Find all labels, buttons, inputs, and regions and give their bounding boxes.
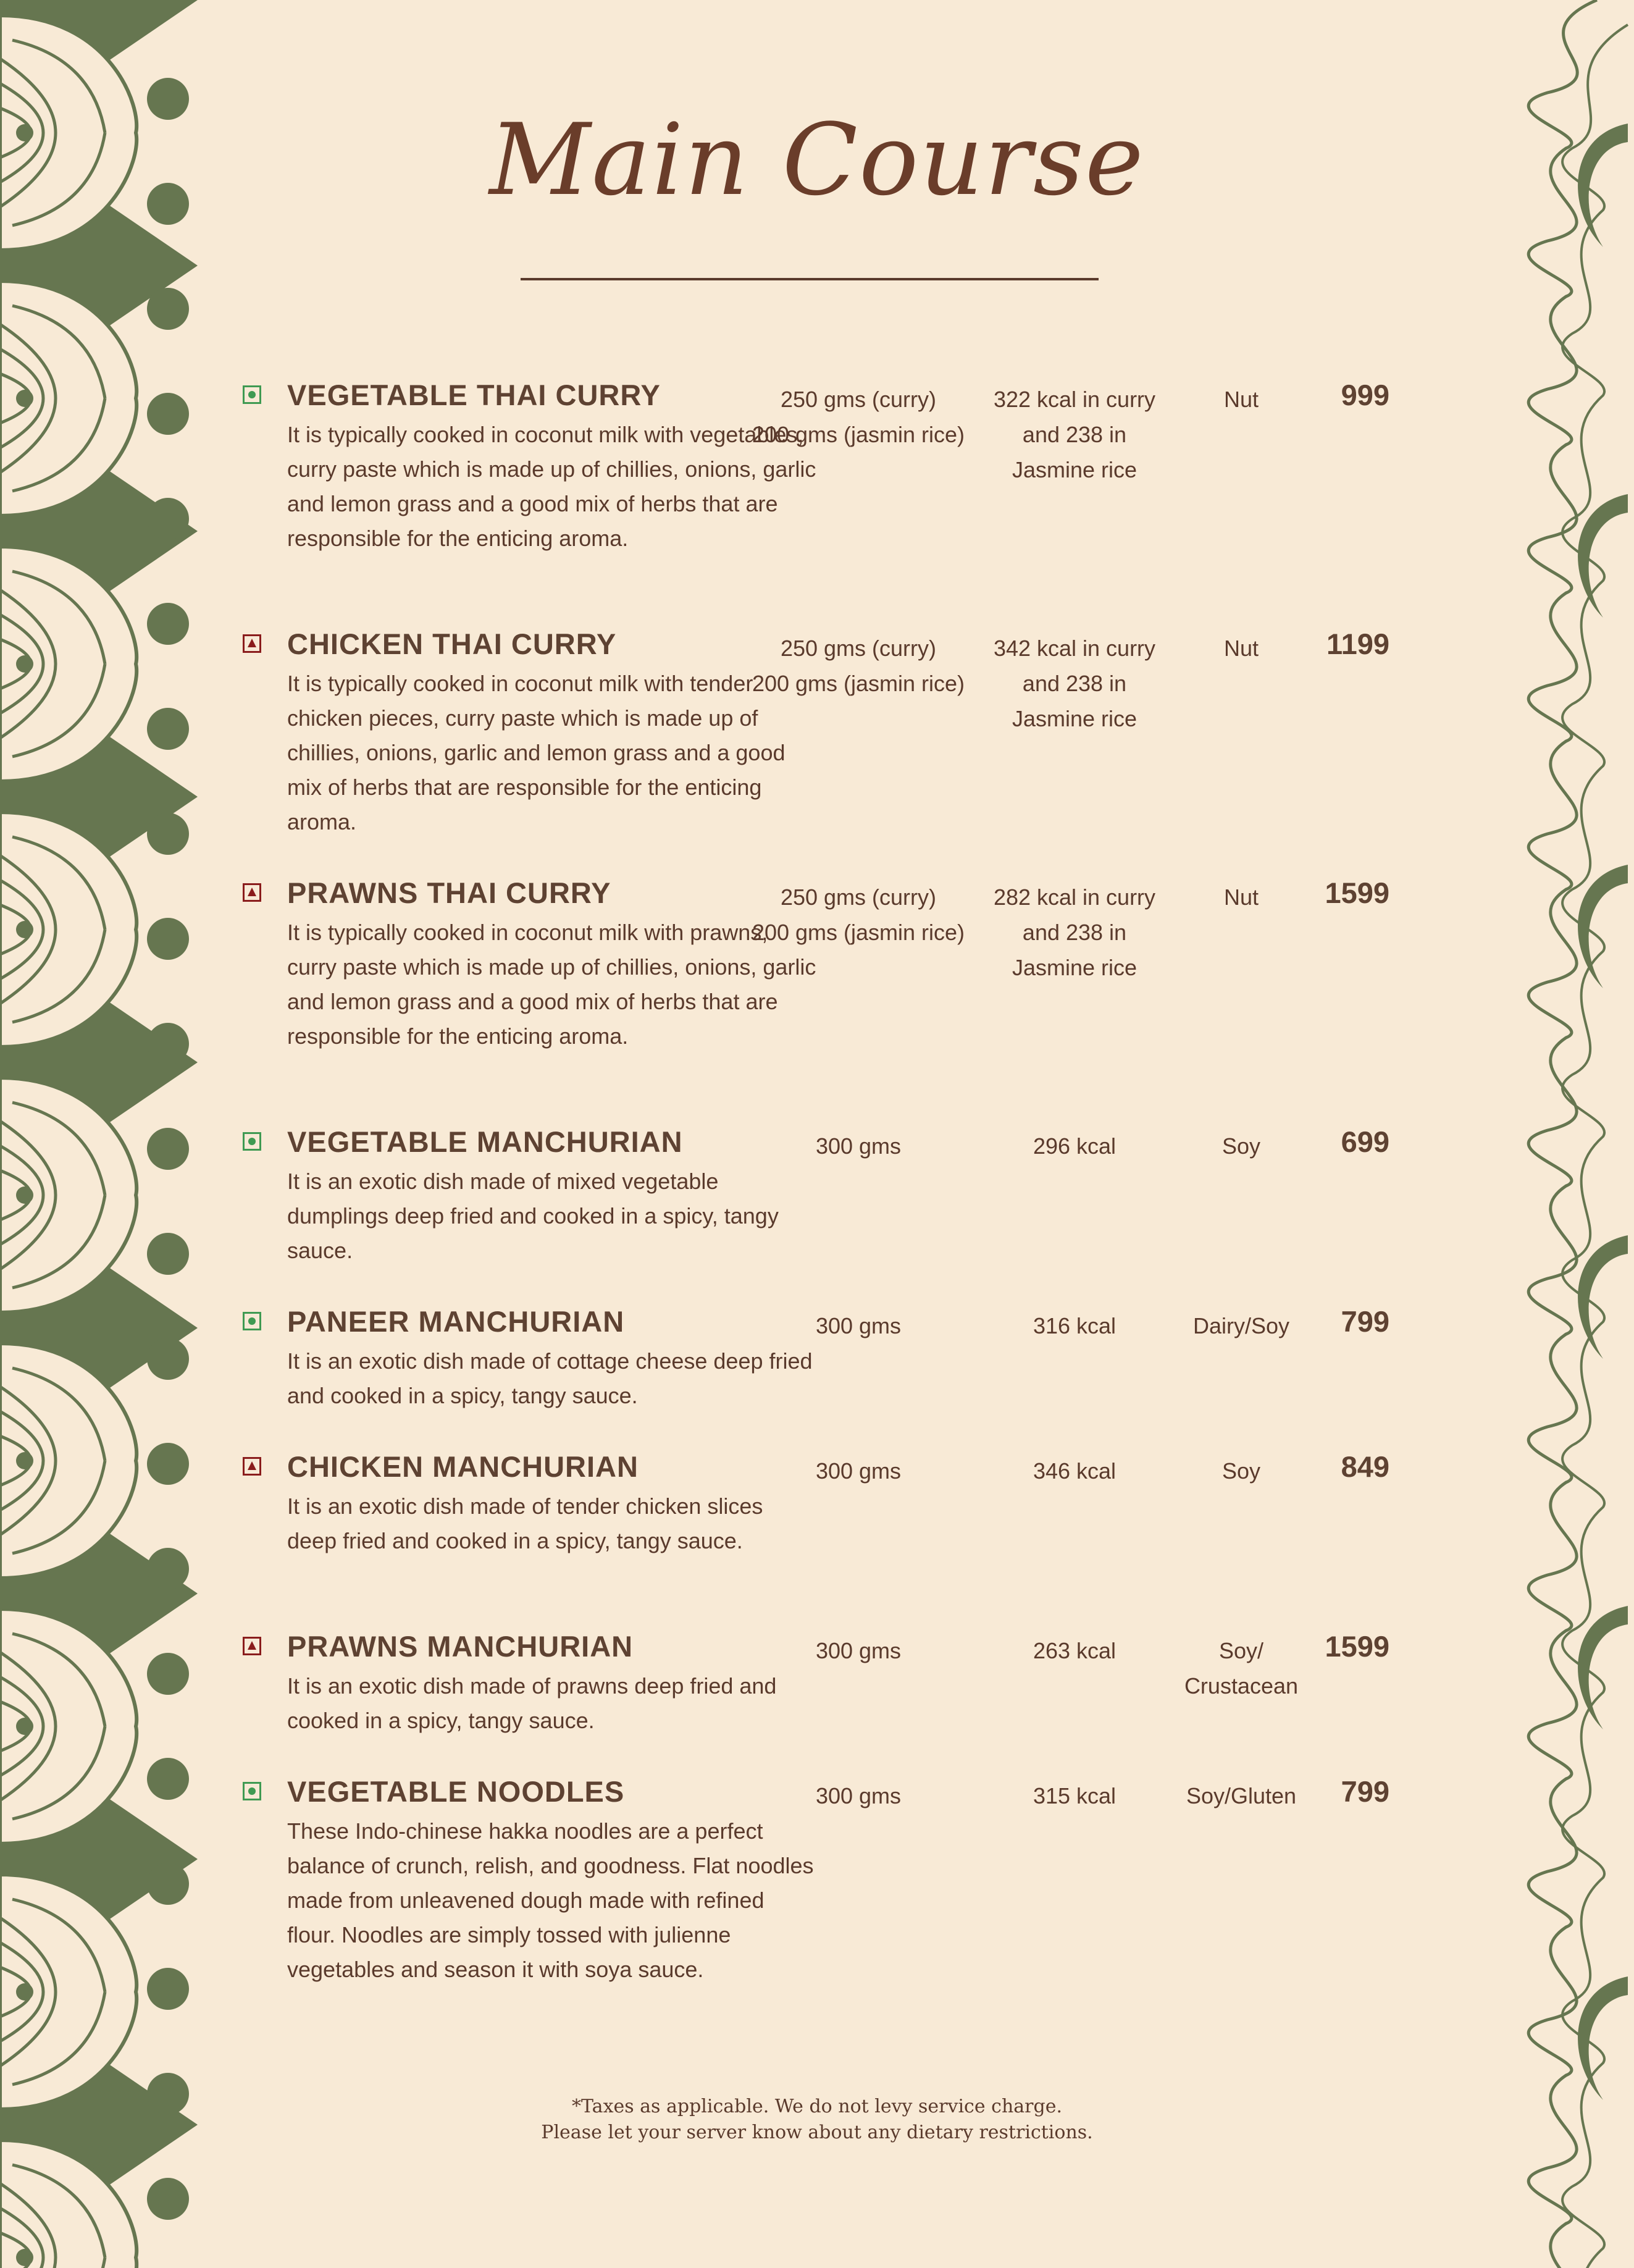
item-name: VEGETABLE THAI CURRY <box>287 379 661 411</box>
veg-icon <box>243 1132 261 1151</box>
item-name: VEGETABLE NOODLES <box>287 1775 625 1808</box>
item-allergen: Dairy/Soy <box>1192 1313 1290 1338</box>
veg-icon <box>243 1312 261 1330</box>
veg-icon <box>243 1782 261 1800</box>
item-description: It is an exotic dish made of mixed vegetable dumplings deep fried and cooked in a spicy, tangy sauce. <box>287 1169 779 1263</box>
item-price: 849 <box>1341 1450 1389 1483</box>
item-name: VEGETABLE MANCHURIAN <box>287 1125 683 1158</box>
item-calories: 316 kcal <box>1033 1313 1117 1338</box>
item-weight: 250 gms (curry) 200 gms (jasmin rice) <box>752 636 965 696</box>
item-calories: 263 kcal <box>1033 1638 1117 1663</box>
item-weight: 300 gms <box>815 1638 902 1663</box>
item-allergen: Soy <box>1221 1133 1261 1159</box>
item-weight: 300 gms <box>815 1313 902 1338</box>
item-calories: 342 kcal in curry and 238 in Jasmine rice <box>993 636 1156 731</box>
item-price: 999 <box>1341 379 1389 411</box>
footnote: *Taxes as applicable. We do not levy service charge. Please let your server know about any dietary restrictions. <box>541 2096 1093 2143</box>
item-name: PRAWNS MANCHURIAN <box>287 1630 634 1663</box>
item-description: It is typically cooked in coconut milk with tender chicken pieces, curry paste which is made up of chillies, onions, garlic and lemon grass and a good mix of herbs that are responsible for the enticing aroma. <box>287 671 786 834</box>
item-weight: 300 gms <box>815 1458 902 1484</box>
item-name: CHICKEN MANCHURIAN <box>287 1450 639 1483</box>
item-description: It is an exotic dish made of prawns deep fried and cooked in a spicy, tangy sauce. <box>287 1673 777 1733</box>
item-weight: 300 gms <box>815 1783 902 1808</box>
item-allergen: Soy/ Crustacean <box>1184 1638 1299 1699</box>
page-title: Main Course <box>489 102 1145 217</box>
item-price: 1199 <box>1326 628 1389 660</box>
item-price: 799 <box>1341 1305 1389 1338</box>
item-price: 1599 <box>1325 1630 1389 1663</box>
right-wave-border <box>1473 0 1634 2268</box>
veg-icon <box>243 385 261 404</box>
item-description: These Indo-chinese hakka noodles are a perfect balance of crunch, relish, and goodness. Flat noodles made from unleavened dough made with refined flour. Noodles are simply tossed with julienne vegetables and season it with soya sauce. <box>287 1818 814 1982</box>
title-underline <box>521 278 1099 280</box>
item-description: It is an exotic dish made of tender chicken slices deep fried and cooked in a spicy, tangy sauce. <box>287 1493 763 1553</box>
item-calories: 322 kcal in curry and 238 in Jasmine rice <box>993 387 1156 482</box>
nonveg-icon <box>243 883 261 902</box>
item-name: PANEER MANCHURIAN <box>287 1305 625 1338</box>
item-allergen: Soy <box>1221 1458 1261 1484</box>
nonveg-icon <box>243 1637 261 1655</box>
item-description: It is typically cooked in coconut milk with vegetables, curry paste which is made up of chillies, onions, garlic and lemon grass and a good mix of herbs that are responsible for the enticing aroma. <box>287 422 816 551</box>
item-allergen: Soy/Gluten <box>1186 1783 1297 1808</box>
item-weight: 300 gms <box>815 1133 902 1159</box>
item-price: 699 <box>1341 1125 1389 1158</box>
item-name: PRAWNS THAI CURRY <box>287 876 611 909</box>
item-allergen: Nut <box>1223 884 1259 910</box>
item-weight: 250 gms (curry) 200 gms (jasmin rice) <box>752 387 965 447</box>
item-calories: 315 kcal <box>1033 1783 1117 1808</box>
item-description: It is an exotic dish made of cottage cheese deep fried and cooked in a spicy, tangy sauce. <box>287 1348 813 1408</box>
item-price: 799 <box>1341 1775 1389 1808</box>
item-allergen: Nut <box>1223 636 1259 661</box>
nonveg-icon <box>243 1457 261 1476</box>
left-ornament-border <box>0 0 198 2268</box>
item-calories: 282 kcal in curry and 238 in Jasmine rice <box>993 884 1156 980</box>
item-calories: 346 kcal <box>1033 1458 1117 1484</box>
item-price: 1599 <box>1325 876 1389 909</box>
nonveg-icon <box>243 634 261 653</box>
item-name: CHICKEN THAI CURRY <box>287 628 617 660</box>
item-allergen: Nut <box>1223 387 1259 412</box>
item-calories: 296 kcal <box>1033 1133 1117 1159</box>
item-weight: 250 gms (curry) 200 gms (jasmin rice) <box>752 884 965 945</box>
item-description: It is typically cooked in coconut milk with prawns, curry paste which is made up of chillies, onions, garlic and lemon grass and a good mix of herbs that are responsible for the enticing aroma. <box>287 920 816 1049</box>
